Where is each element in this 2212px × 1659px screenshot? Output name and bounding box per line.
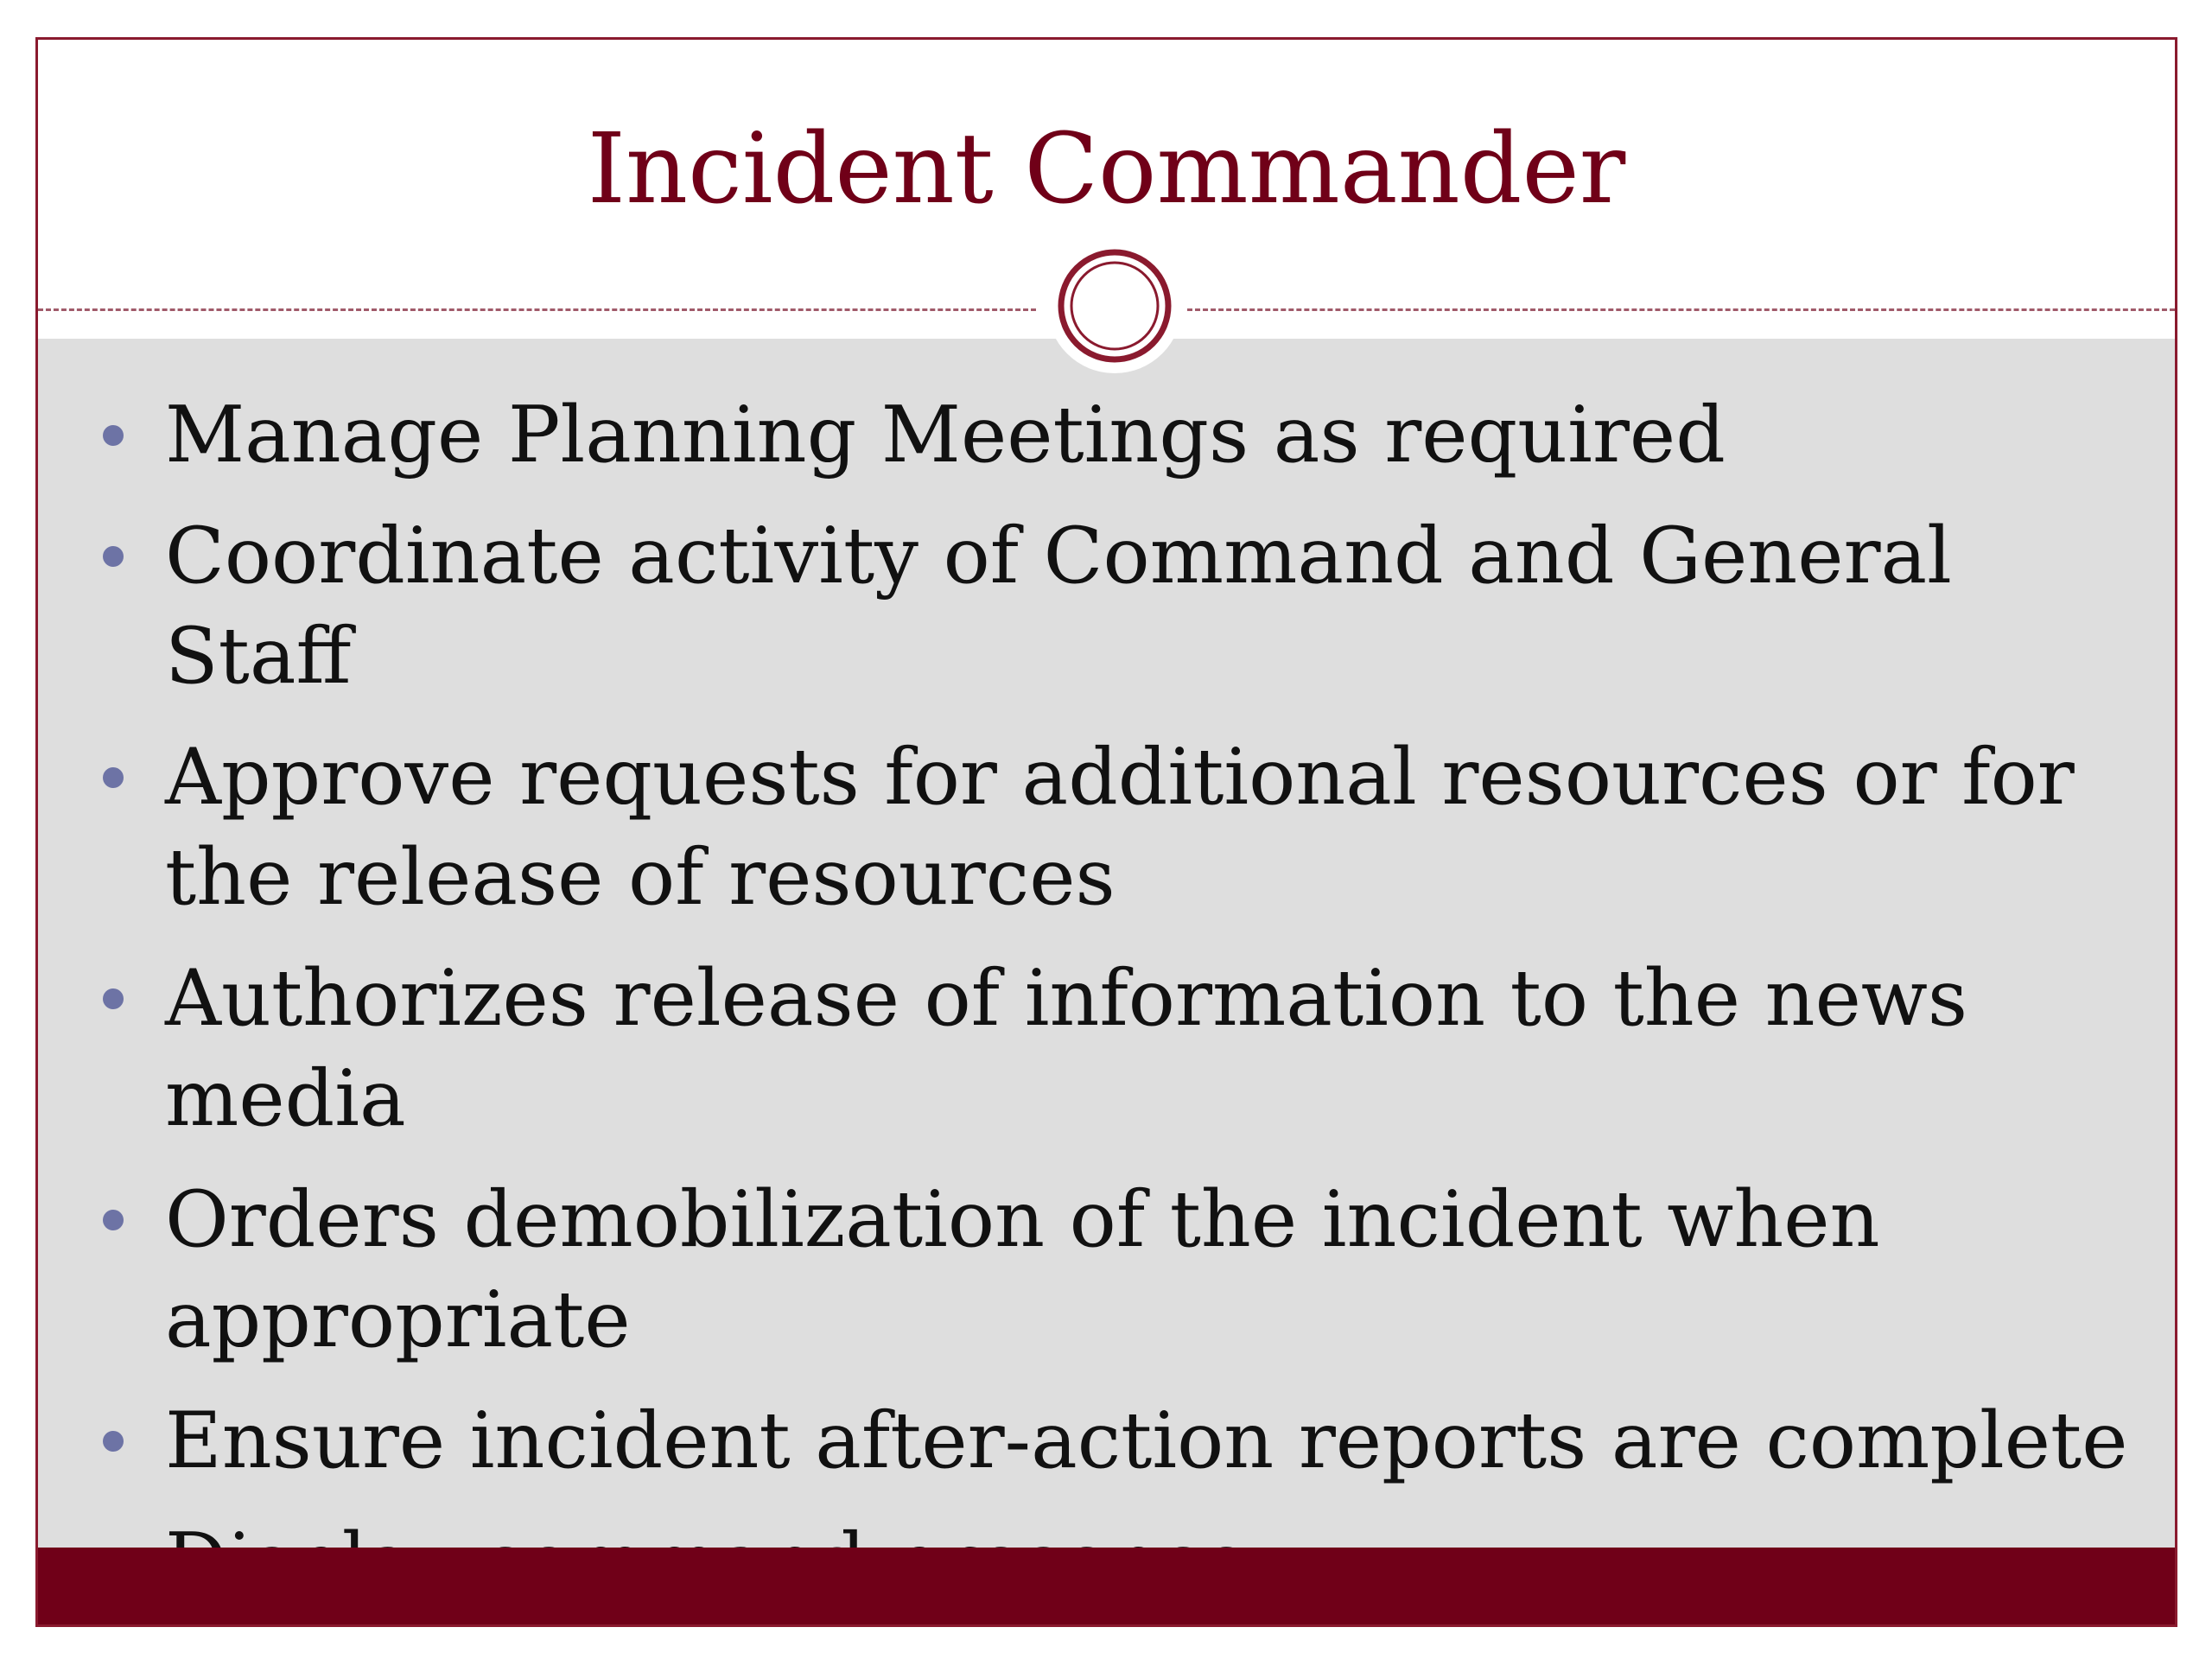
bullet-text: Orders demobilization of the incident when appropriate [165,1174,1880,1365]
bullet-dot-icon [103,1431,124,1452]
title-divider-right [1187,308,2175,311]
footer-bar [38,1548,2175,1624]
bullet-dot-icon [103,1210,124,1230]
slide-title: Incident Commander [587,113,1626,226]
bullet-text: Approve requests for additional resources or for the release of resources [165,732,2075,923]
bullet-dot-icon [103,425,124,446]
bullet-text: Authorizes release of information to the news media [165,953,1968,1144]
bullet-text: Coordinate activity of Command and General Staff [165,511,1952,702]
bullet-dot-icon [103,546,124,567]
bullet-dot-icon [103,767,124,788]
list-item [38,1170,2175,1370]
title-divider-left [38,308,1036,311]
list-item [38,1391,2175,1491]
slide [35,37,2177,1627]
double-circle-icon [1053,245,1176,367]
list-item [38,506,2175,707]
list-item [38,728,2175,928]
bullet-text: Ensure incident after-action reports are complete [165,1395,2128,1486]
list-item [38,949,2175,1149]
list-item [38,385,2175,486]
bullet-text: Manage Planning Meetings as required [165,390,1726,480]
bullet-list [38,385,2175,1627]
bullet-dot-icon [103,988,124,1009]
